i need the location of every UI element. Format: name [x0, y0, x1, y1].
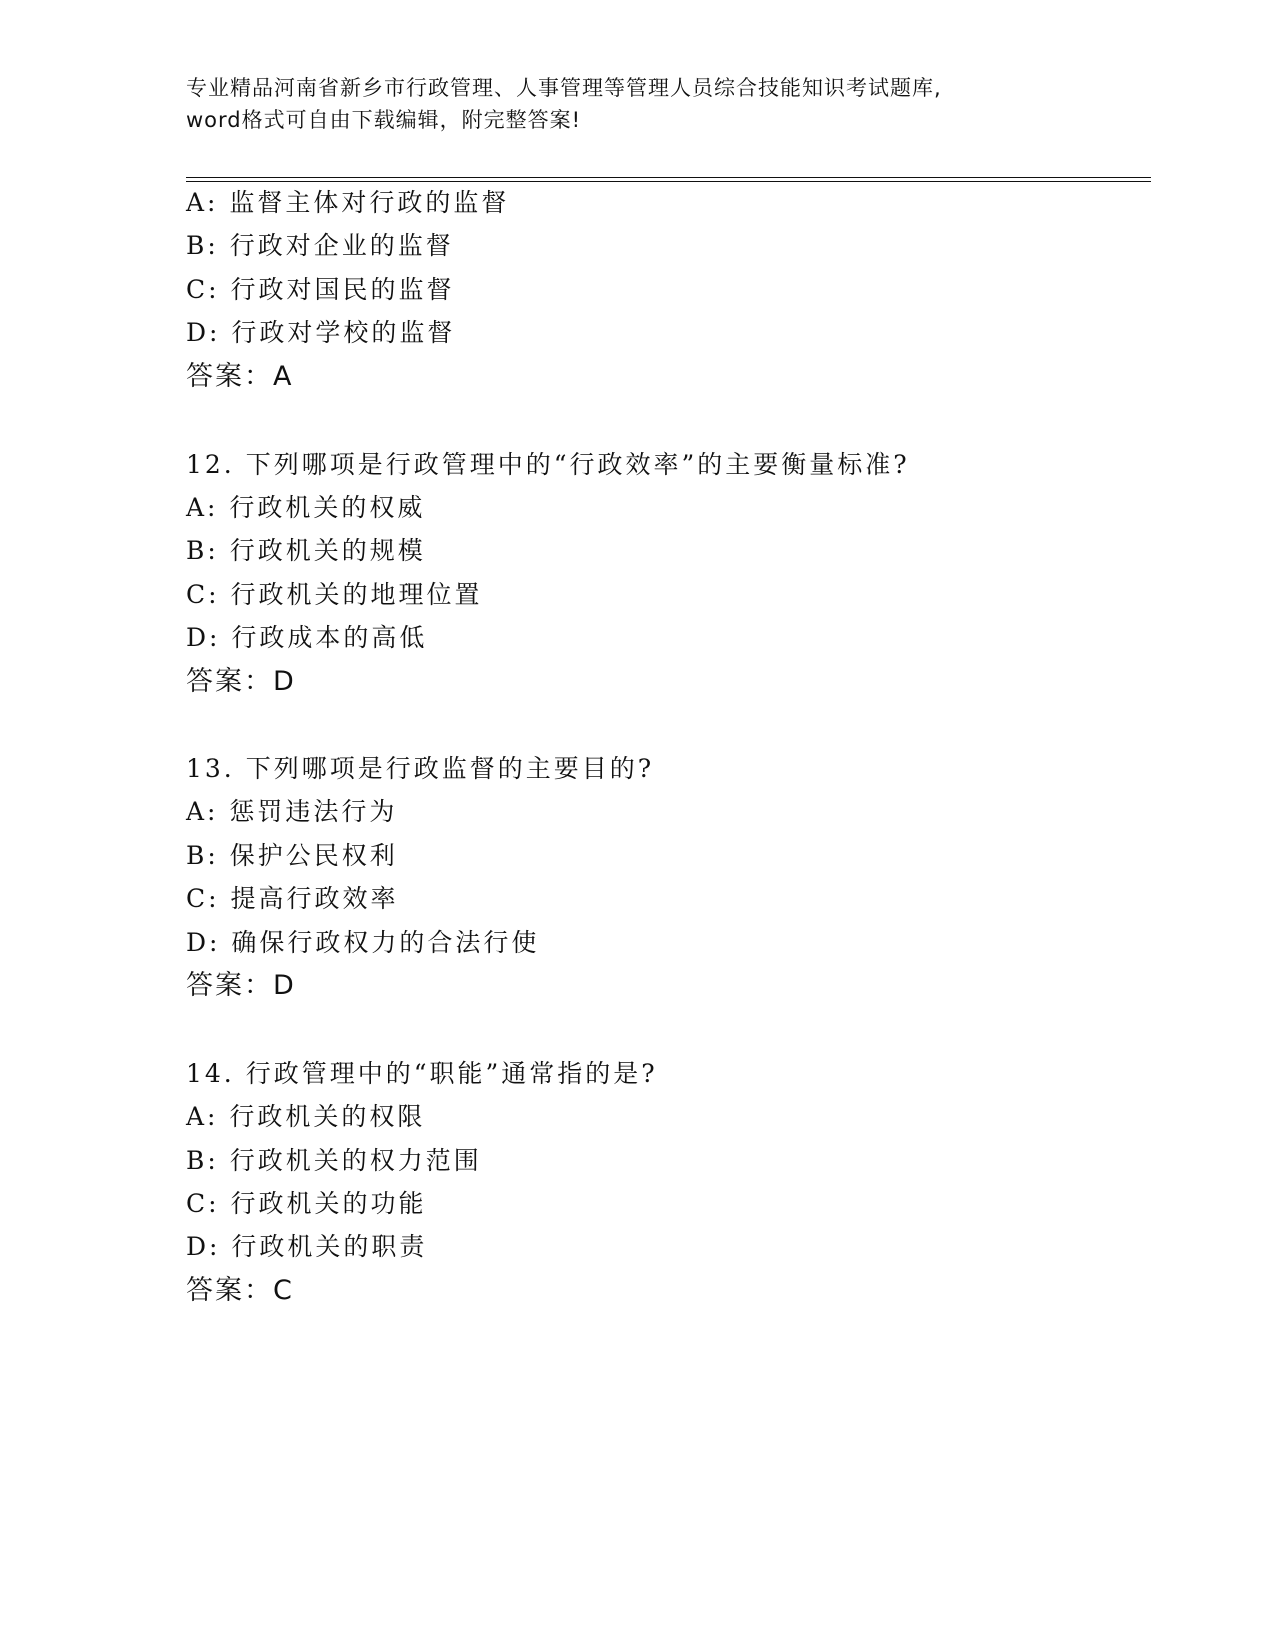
- q11-option-c: C: 行政对国民的监督: [186, 275, 455, 304]
- q13-option-b: B: 保护公民权利: [186, 841, 398, 870]
- header-divider-top: [186, 177, 1151, 178]
- q12-option-d: D: 行政成本的高低: [186, 623, 428, 652]
- q13-option-d: D: 确保行政权力的合法行使: [186, 928, 540, 957]
- q12-option-a: A: 行政机关的权威: [186, 493, 426, 522]
- q14-title: 14. 行政管理中的“职能”通常指的是?: [186, 1059, 658, 1088]
- q12-title: 12. 下列哪项是行政管理中的“行政效率”的主要衡量标准?: [186, 450, 910, 479]
- q11-option-d: D: 行政对学校的监督: [186, 318, 456, 347]
- q13-option-c: C: 提高行政效率: [186, 884, 399, 913]
- q11-option-b: B: 行政对企业的监督: [186, 231, 454, 260]
- document-header: [186, 72, 1056, 136]
- header-line-2: word格式可自由下载编辑，附完整答案!: [186, 108, 582, 132]
- q14-option-d: D: 行政机关的职责: [186, 1232, 428, 1261]
- q14-answer: 答案：C: [186, 1275, 294, 1306]
- q14-option-c: C: 行政机关的功能: [186, 1189, 427, 1218]
- q14-option-b: B: 行政机关的权力范围: [186, 1146, 482, 1175]
- header-divider-bottom: [186, 181, 1151, 182]
- q12-option-c: C: 行政机关的地理位置: [186, 580, 483, 609]
- q13-title: 13. 下列哪项是行政监督的主要目的?: [186, 754, 655, 783]
- q11-option-a: A: 监督主体对行政的监督: [186, 188, 510, 217]
- q13-answer: 答案：D: [186, 970, 296, 1001]
- q11-answer: 答案：A: [186, 361, 294, 392]
- q12-option-b: B: 行政机关的规模: [186, 536, 426, 565]
- q12-answer: 答案：D: [186, 666, 296, 697]
- q14-option-a: A: 行政机关的权限: [186, 1102, 426, 1131]
- header-line-1: 专业精品河南省新乡市行政管理、人事管理等管理人员综合技能知识考试题库,: [186, 76, 942, 100]
- q13-option-a: A: 惩罚违法行为: [186, 797, 398, 826]
